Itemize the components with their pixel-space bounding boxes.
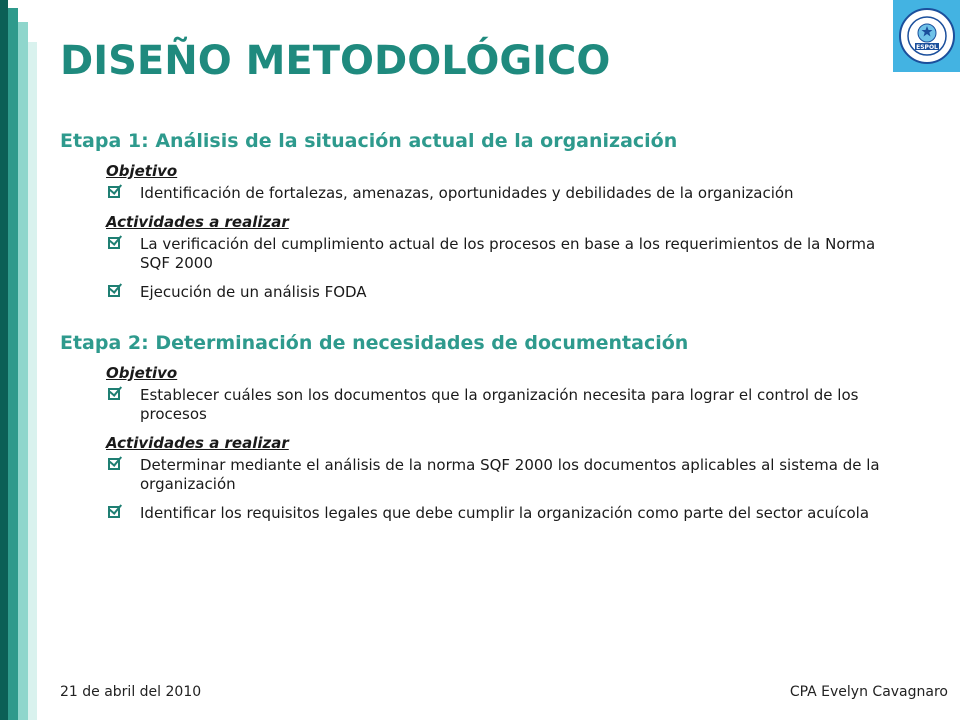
stage-2-objective-item	[60, 386, 900, 424]
footer-author: CPA Evelyn Cavagnaro	[789, 684, 948, 700]
checkbox-bullet-icon	[108, 388, 120, 400]
checkbox-bullet-icon	[108, 506, 120, 518]
decor-bar-pale	[28, 42, 37, 720]
stage-1-activity-item	[60, 235, 900, 273]
checkbox-bullet-icon	[108, 458, 120, 470]
decor-bar-light	[18, 22, 28, 720]
stage-1-activity-item	[60, 283, 900, 302]
item-text: Ejecución de un análisis FODA	[140, 283, 367, 301]
stage-1-objective-label: Objetivo	[106, 162, 178, 180]
logo-text: ESPOL	[915, 43, 938, 51]
stage-1-objective-item	[60, 184, 900, 203]
item-text: Determinar mediante el análisis de la norma SQF 2000 los documentos aplicables al sistema de la organización	[140, 456, 880, 493]
stage-1-activities-label: Actividades a realizar	[106, 213, 289, 231]
item-text: Identificar los requisitos legales que debe cumplir la organización como parte del sector acuícola	[140, 504, 870, 522]
page-title: DISEÑO METODOLÓGICO	[60, 38, 611, 84]
checkbox-bullet-icon	[108, 285, 120, 297]
checkbox-bullet-icon	[108, 186, 120, 198]
stage-2-heading: Etapa 2: Determinación de necesidades de documentación	[60, 332, 689, 354]
stage-2-objective-label: Objetivo	[106, 364, 178, 382]
decor-bar-mid	[8, 8, 18, 720]
espol-logo	[893, 0, 960, 72]
checkbox-bullet-icon	[108, 237, 120, 249]
item-text: Establecer cuáles son los documentos que la organización necesita para lograr el control de los procesos	[140, 386, 859, 423]
item-text: La verificación del cumplimiento actual de los procesos en base a los requerimientos de la Norma SQF 2000	[140, 235, 876, 272]
stage-1-heading: Etapa 1: Análisis de la situación actual de la organización	[60, 130, 678, 152]
espol-seal-icon	[898, 7, 956, 65]
stage-2-activities-label: Actividades a realizar	[106, 434, 289, 452]
decor-bar-dark	[0, 0, 8, 720]
stage-2-activity-item	[60, 504, 900, 523]
item-text: Identificación de fortalezas, amenazas, oportunidades y debilidades de la organización	[140, 184, 794, 202]
content	[60, 130, 900, 523]
footer-date: 21 de abril del 2010	[60, 684, 202, 700]
stage-2-activity-item	[60, 456, 900, 494]
